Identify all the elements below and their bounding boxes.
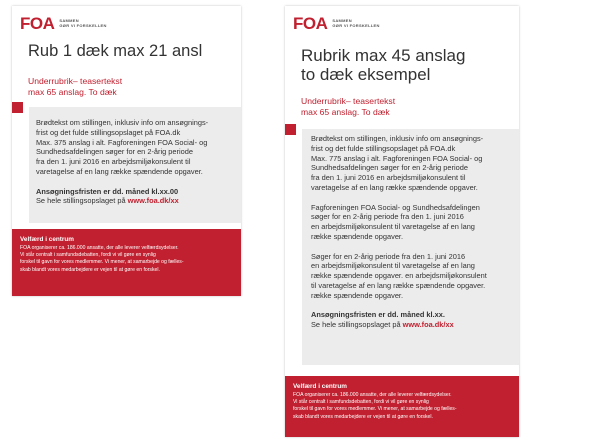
body-line: Brødtekst om stillingen, inklusiv info om ansøgnings- xyxy=(311,134,484,143)
subheadline-line: max 65 anslag. To dæk xyxy=(301,107,390,117)
body-line: Sundhedsafdelingen søger for en 2-årig periode xyxy=(36,147,193,157)
footer-line: skab blandt vores medarbejdere er vejen til at gøre en forskel. xyxy=(293,413,433,420)
body-line: Brødtekst om stillingen, inklusiv info om ansøgnings- xyxy=(36,118,209,127)
body-paragraph xyxy=(311,203,515,242)
body-paragraph xyxy=(311,134,515,193)
ad-headline xyxy=(301,46,511,84)
body-line: række spændende opgaver. xyxy=(311,231,404,241)
body-line: søger for en 2-årig periode fra den 1. juni 2016 xyxy=(311,212,464,222)
ad-subheadline xyxy=(28,76,122,98)
footer-title: Velfærd i centrum xyxy=(293,383,347,390)
ad-footer xyxy=(12,229,241,296)
job-link[interactable]: www.foa.dk/xx xyxy=(127,196,179,206)
body-paragraph xyxy=(36,118,236,177)
application-deadline: Ansøgningsfristen er dd. måned kl.xx. xyxy=(311,310,445,320)
link-line xyxy=(36,196,236,206)
body-line: Max. 375 anslag i alt. Fagforeningen FOA Social- og xyxy=(36,137,208,147)
body-line: Max. 775 anslag i alt. Fagforeningen FOA Social- og xyxy=(311,153,483,163)
job-ad-large xyxy=(285,6,519,437)
tagline-line: SAMMEN xyxy=(332,18,352,23)
ad-body xyxy=(36,118,236,206)
tagline-line: GØR VI FORSKELLEN xyxy=(59,23,107,28)
tagline-line: GØR VI FORSKELLEN xyxy=(332,23,380,28)
link-line xyxy=(311,320,515,330)
job-link[interactable]: www.foa.dk/xx xyxy=(402,320,454,330)
ad-headline: Rub 1 dæk max 21 ansl xyxy=(28,42,203,60)
ad-subheadline xyxy=(301,96,395,118)
body-line: frist og det fulde stillingsopslaget på FOA.dk xyxy=(311,143,456,153)
ad-body xyxy=(311,134,515,330)
subheadline-line: Underrubrik– teasertekst xyxy=(301,96,396,106)
headline-line: to dæk eksempel xyxy=(301,65,431,84)
tagline-line: SAMMEN xyxy=(59,18,79,23)
footer-line: FOA organiserer ca. 186.000 ansatte, der alle leverer velfærdsydelser. xyxy=(293,392,452,398)
footer-line: Vi står centralt i samfundsdebatten, fordi vi vil gøre en synlig xyxy=(20,252,156,259)
accent-marker xyxy=(285,124,296,135)
body-paragraph xyxy=(311,252,515,301)
logo-wordmark: FOA xyxy=(20,13,55,33)
footer-line: FOA organiserer ca. 186.000 ansatte, der alle leverer velfærdsydelser. xyxy=(20,245,179,251)
body-line: til varetagelse af en lang række spændende opgaver. xyxy=(311,280,486,290)
link-prefix: Se hele stillingsopslaget på xyxy=(36,196,128,206)
body-line: fra den 1. juni 2016 en arbejdsmiljøkonsulent til xyxy=(311,173,466,183)
body-line: varetagelse af en lang række spændende opgaver. xyxy=(36,166,203,176)
footer-line: forskel til gavn for vores medlemmer. Vi mener, at samarbejde og fælles- xyxy=(293,406,457,413)
subheadline-line: max 65 anslag. To dæk xyxy=(28,87,117,97)
body-line: en arbejdsmiljøkonsulent til varetagelse af en lang xyxy=(311,261,475,271)
logo-wordmark: FOA xyxy=(293,13,328,33)
foa-logo xyxy=(293,13,380,33)
headline-line: Rubrik max 45 anslag xyxy=(301,46,466,65)
footer-line: Vi står centralt i samfundsdebatten, fordi vi vil gøre en synlig xyxy=(293,399,429,406)
logo-tagline xyxy=(332,18,379,28)
logo-tagline xyxy=(59,18,106,28)
body-line: en arbejdsmiljøkonsulent til varetagelse af en lang xyxy=(311,222,475,232)
footer-line: skab blandt vores medarbejdere er vejen til at gøre en forskel. xyxy=(20,266,160,273)
body-line: varetagelse af en lang række spændende opgaver. xyxy=(311,182,478,192)
body-line: fra den 1. juni 2016 en arbejdsmiljøkonsulent til xyxy=(36,157,191,167)
body-line: række spændende opgaver. en arbejdsmiljøkonsulent xyxy=(311,271,487,281)
footer-text xyxy=(293,392,511,421)
accent-marker xyxy=(12,102,23,113)
footer-title: Velfærd i centrum xyxy=(20,236,74,243)
body-line: Fagforeningen FOA Social- og Sundhedsafdelingen xyxy=(311,202,480,212)
subheadline-line: Underrubrik– teasertekst xyxy=(28,76,123,86)
body-line: Sundhedsafdelingen søger for en 2-årig periode xyxy=(311,163,468,173)
link-prefix: Se hele stillingsopslaget på xyxy=(311,320,403,330)
ad-footer xyxy=(285,376,519,437)
body-line: Søger for en 2-årig periode fra den 1. juni 2016 xyxy=(311,251,466,261)
body-line: frist og det fulde stillingsopslaget på FOA.dk xyxy=(36,127,181,137)
foa-logo xyxy=(20,13,107,33)
footer-text xyxy=(20,245,233,274)
footer-line: forskel til gavn for vores medlemmer. Vi mener, at samarbejde og fælles- xyxy=(20,259,184,266)
application-deadline: Ansøgningsfristen er dd. måned kl.xx.00 xyxy=(36,186,179,196)
body-line: række spændende opgaver. xyxy=(311,290,404,300)
job-ad-small xyxy=(12,6,241,296)
